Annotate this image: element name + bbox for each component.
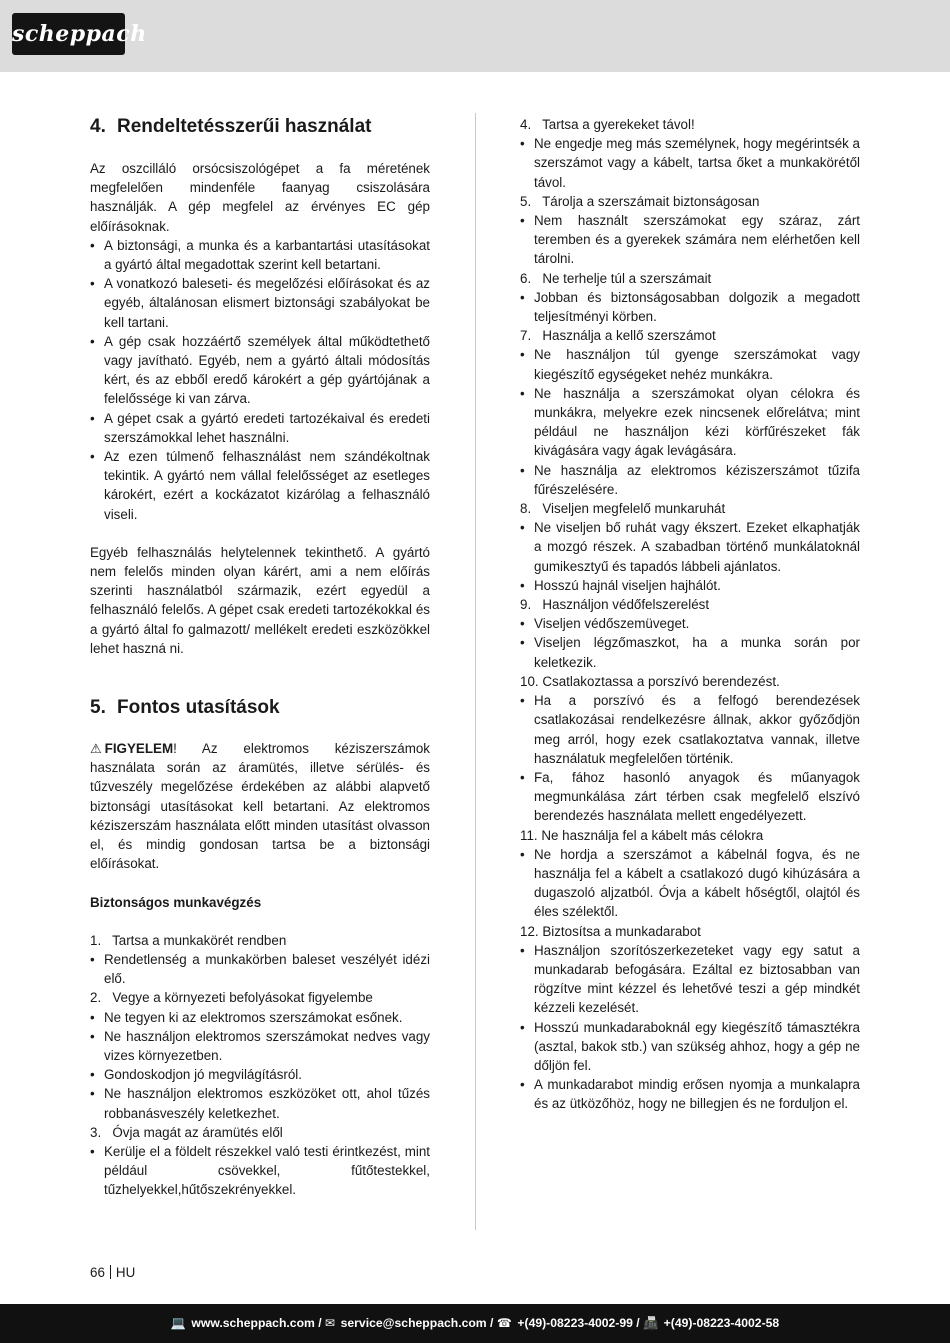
safety-list-right — [520, 115, 860, 1114]
phone-icon: ☎ — [496, 1316, 512, 1330]
numbered-heading: 1. Tartsa a munkakörét rendben — [90, 932, 287, 948]
list-item: • Az ezen túlmenő felhasználást nem szándékoltnak tekintik. A gyártó nem vállal felelősséget az esetleges károkért, ezért a kockázatot kizárólag a felhasználó viseli. — [90, 447, 430, 524]
list-item: • Ne engedje meg más személynek, hogy megérintsék a szerszámot vagy a kábelt, tartsa őket a munkakörétől távol. — [520, 134, 860, 192]
list-item: • Ne használjon túl gyenge szerszámokat vagy kiegészítő egységeket nehéz munkákra. — [520, 345, 860, 383]
list-item: • Hosszú hajnál viseljen hajhálót. — [520, 576, 860, 595]
list-item: • Fa, fához hasonló anyagok és műanyagok megmunkálása zárt térben csak megfelelő elszívó berendezés használata mellett engedélyezett. — [520, 768, 860, 826]
list-item: • A gépet csak a gyártó eredeti tartozékaival és eredeti szerszámokkal lehet használni. — [90, 409, 430, 447]
numbered-heading: 8. Viseljen megfelelő munkaruhát — [520, 501, 726, 517]
scheppach-logo: scheppach — [12, 13, 125, 55]
numbered-heading: 3. Óvja magát az áramütés elől — [90, 1124, 283, 1140]
right-column — [520, 115, 860, 1114]
list-item: • Ne használja az elektromos kéziszerszámot tűzifa fűrészelésére. — [520, 461, 860, 499]
section-4-bullets — [90, 236, 430, 524]
list-item: • Ha a porszívó és a felfogó berendezések csatlakozásai rendelkezésre állnak, akkor győződjön meg arról, hogy ezek csatlakoztatva vannak, illetve használatuk megfelelően történik. — [520, 691, 860, 768]
list-item: • Ne tegyen ki az elektromos szerszámokat esőnek. — [90, 1008, 430, 1027]
list-item: • A biztonsági, a munka és a karbantartási utasításokat a gyártó által megadottak szerint kell betartani. — [90, 236, 430, 274]
phone-number: +(49)-08223-4002-99 / — [517, 1316, 640, 1330]
list-item: • A munkadarabot mindig erősen nyomja a munkalapra és az ütközőhöz, hogy ne billegjen és ne forduljon el. — [520, 1075, 860, 1113]
list-item: • Ne használjon elektromos szerszámokat nedves vagy vizes környezetben. — [90, 1027, 430, 1065]
column-divider — [475, 113, 476, 1230]
list-item: • Gondoskodjon jó megvilágításról. — [90, 1065, 430, 1084]
list-item: • Hosszú munkadaraboknál egy kiegészítő támasztékra (asztal, bakok stb.) van szükség ahhoz, hogy a gép ne dőljön fel. — [520, 1018, 860, 1076]
page-number: 66 HU — [90, 1265, 136, 1280]
numbered-heading: 6. Ne terhelje túl a szerszámait — [520, 270, 712, 286]
section-4-outro: Egyéb felhasználás helytelennek tekinthető. A gyártó nem felelős minden olyan kárért, ami a nem előírás szerinti használatból származik, ezért egyedül a felhasználó felelős. A gépet csak eredeti tartozékokkal és a gyártó által fo galmazott/ mellékelt eredeti eszközökkel lehet haszná ni. — [90, 544, 430, 656]
warning-label: FIGYELEM — [104, 741, 174, 757]
numbered-heading: 10. Csatlakoztassa a porszívó berendezést. — [520, 673, 780, 689]
list-item: • Ne viseljen bő ruhát vagy ékszert. Ezeket elkaphatják a mozgó részek. A szabadban történő munkálatoknál gumikesztyű és tapadós lábbeli ajánlatos. — [520, 518, 860, 576]
fax-number: +(49)-08223-4002-58 — [663, 1316, 780, 1330]
mail-icon: ✉ — [325, 1316, 336, 1330]
list-item: • Használjon szorítószerkezeteket vagy egy satut a munkadarab befogására. Ezáltal ez biztosabban van rögzítve mint kézzel és lehetővé teszi a gép mindkét kézzeli kezelését. — [520, 941, 860, 1018]
warning-icon: ⚠ — [90, 741, 102, 757]
website-link[interactable]: www.scheppach.com / — [191, 1316, 322, 1330]
numbered-heading: 9. Használjon védőfelszerelést — [520, 597, 710, 613]
list-item: • Nem használt szerszámokat egy száraz, zárt teremben és a gyerekek számára nem elérhetően kell tárolni. — [520, 211, 860, 269]
left-column — [90, 115, 430, 1200]
footer-bar — [0, 1304, 950, 1343]
warning-paragraph: ⚠ FIGYELEM! Az elektromos kéziszerszámok használata során az áramütés, illetve sérülés- és tűzveszély megelőzése érdekében az alábbi alapvető biztonsági utasításokat kell betartani. Az elektromos kéziszerszám használata előtt minden utasítást olvasson el, és mindig gondosan tartsa be a biztonsági előírásokat. — [90, 741, 430, 872]
header-band — [0, 0, 950, 72]
section-4-intro: Az oszcilláló orsócsiszológépet a fa méretének megfelelően mindenféle faanyag csiszolására használják. A gép megfelel az érvényes EC gép előírásoknak. — [90, 161, 430, 234]
numbered-heading: 7. Használja a kellő szerszámot — [520, 328, 716, 344]
list-item: • Viseljen védőszemüveget. — [520, 614, 860, 633]
numbered-heading: 2. Vegye a környezeti befolyásokat figyelembe — [90, 990, 373, 1006]
list-item: • Kerülje el a földelt részekkel való testi érintkezést, mint például csövekkel, fűtőtestekkel, tűzhelyekkel,hűtőszekrényekkel. — [90, 1142, 430, 1200]
list-item: • Ne hordja a szerszámot a kábelnál fogva, és ne használja fel a kábelt a csatlakozó dugó kihúzására a dugaszoló aljzatból. Óvja a kábelt hőségtől, olajtól és éles szélektől. — [520, 845, 860, 922]
numbered-heading: 5. Tárolja a szerszámait biztonságosan — [520, 193, 760, 209]
section-4-heading: 4. Rendeltetésszerűi használat — [90, 116, 372, 137]
subheading: Biztonságos munkavégzés — [90, 894, 262, 910]
list-item: • Viseljen légzőmaszkot, ha a munka során por keletkezik. — [520, 633, 860, 671]
safety-list-left — [90, 931, 430, 1200]
fax-icon: 📠 — [643, 1316, 659, 1330]
list-item: • Jobban és biztonságosabban dolgozik a megadott teljesítményi körben. — [520, 288, 860, 326]
numbered-heading: 11. Ne használja fel a kábelt más célokra — [520, 827, 764, 843]
list-item: • A gép csak hozzáértő személyek által működtethető vagy javítható. Egyéb, nem a gyártó általi módosítás kért, és az ebből eredő károkért a gép gyártójának a felelőssége ki van zárva. — [90, 332, 430, 409]
numbered-heading: 4. Tartsa a gyerekeket távol! — [520, 117, 695, 132]
list-item: • Ne használjon elektromos eszközöket ott, ahol tűzés robbanásveszély keletkezhet. — [90, 1084, 430, 1122]
list-item: • Rendetlenség a munkakörben baleset veszélyét idézi elő. — [90, 950, 430, 988]
email-link[interactable]: service@scheppach.com / — [340, 1316, 494, 1330]
list-item: • Ne használja a szerszámokat olyan célokra és munkákra, melyekre ezek nincsenek előrelátva; mint például ne használjon kézi körfűrészeket fák kivágására vagy ágak levágására. — [520, 384, 860, 461]
numbered-heading: 12. Biztosítsa a munkadarabot — [520, 923, 701, 939]
list-item: • A vonatkozó baleseti- és megelőzési előírásokat és az egyéb, általánosan elismert biztonsági szabályokat be kell tartani. — [90, 274, 430, 332]
section-5-heading: 5. Fontos utasítások — [90, 697, 280, 719]
computer-icon: 💻 — [170, 1316, 186, 1330]
